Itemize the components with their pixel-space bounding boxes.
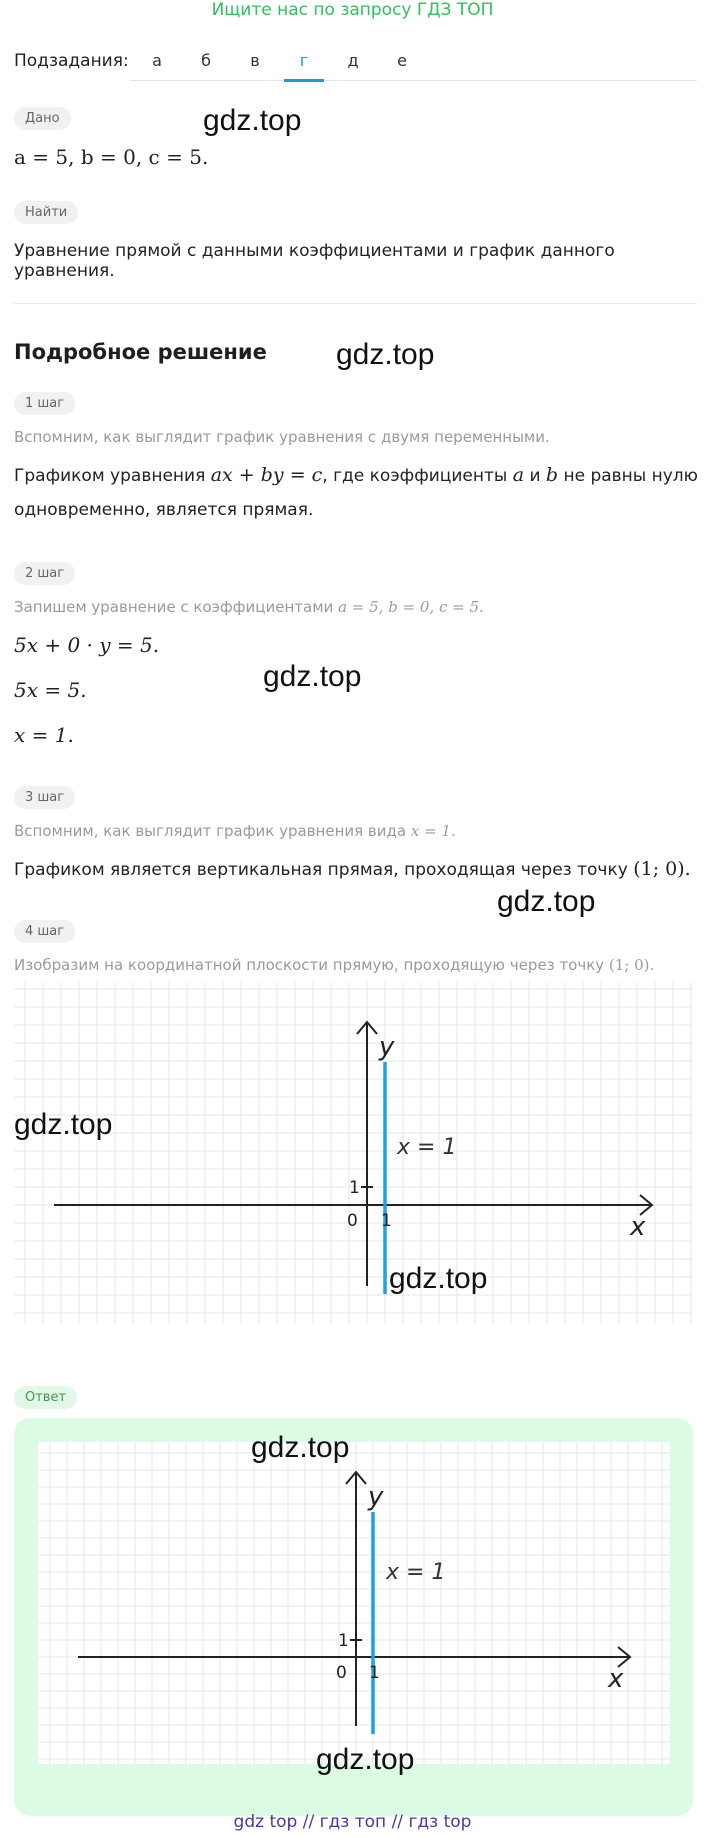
step-1-text-c: и	[524, 466, 546, 486]
y-axis-label: y	[379, 1032, 395, 1062]
step-3-hint-text: Вспомним, как выглядит график уравнения вида	[14, 822, 411, 840]
watermark: gdz.top	[336, 338, 435, 371]
step-1-text-d: не равны нулю	[558, 466, 698, 486]
footer-links	[0, 1812, 705, 1832]
given-formula: a = 5, b = 0, c = 5.	[14, 145, 209, 169]
step-3-hint	[14, 822, 456, 840]
step-2-equation-3: x = 1.	[14, 723, 74, 747]
given-chip: Дано	[14, 107, 71, 130]
tab-v[interactable]: в	[250, 51, 260, 70]
step-1-hint: Вспомним, как выглядит график уравнения с двумя переменными.	[14, 428, 550, 446]
step-3-text-math: (1; 0).	[633, 858, 691, 880]
section-divider	[14, 303, 697, 304]
watermark: gdz.top	[14, 1108, 113, 1141]
origin-label: 0	[347, 1211, 358, 1231]
step-2-hint-math: a = 5, b = 0, c = 5.	[338, 598, 484, 616]
step-3-text	[14, 858, 691, 880]
x-axis-label: x	[608, 1664, 624, 1694]
step-3-chip: 3 шаг	[14, 786, 75, 809]
origin-label: 0	[336, 1663, 347, 1683]
x-tick-label: 1	[369, 1663, 380, 1683]
step-3-text-body: Графиком является вертикальная прямая, проходящая через точку	[14, 860, 634, 880]
tab-a[interactable]: а	[152, 51, 162, 70]
line-label: x = 1	[386, 1560, 446, 1585]
watermark: gdz.top	[251, 1431, 350, 1464]
step-2-equation-1: 5x + 0 · y = 5.	[14, 633, 160, 657]
step-2-equation-2: 5x = 5.	[14, 678, 87, 702]
watermark: gdz.top	[389, 1262, 488, 1295]
tabs-divider	[130, 80, 697, 81]
step-3-hint-math: x = 1.	[410, 822, 456, 840]
answer-coordinate-plane	[38, 1442, 670, 1764]
footer-link-3[interactable]: гдз top	[408, 1812, 472, 1832]
x-axis-label: x	[630, 1212, 646, 1242]
watermark: gdz.top	[316, 1743, 415, 1776]
solution-graph	[14, 982, 692, 1324]
step-1-math-a: a	[512, 464, 525, 486]
find-chip: Найти	[14, 201, 78, 224]
x-tick-label: 1	[381, 1211, 392, 1231]
step-2-chip: 2 шаг	[14, 562, 75, 585]
step-4-hint	[14, 956, 654, 974]
step-1-text-b: , где коэффициенты	[322, 466, 513, 486]
active-tab-indicator	[284, 79, 324, 82]
step-1-math-equation: ax + by = c	[210, 464, 323, 486]
step-2-hint-text: Запишем уравнение с коэффициентами	[14, 598, 339, 616]
step-4-hint-text: Изобразим на координатной плоскости прямую, проходящую через точку	[14, 956, 609, 974]
footer-link-1[interactable]: gdz top	[233, 1812, 298, 1832]
subtasks-label: Подзадания:	[14, 51, 129, 71]
tab-d[interactable]: д	[347, 51, 359, 70]
step-1-chip: 1 шаг	[14, 392, 75, 415]
watermark: gdz.top	[203, 104, 302, 137]
watermark: gdz.top	[263, 660, 362, 693]
tab-e[interactable]: е	[397, 51, 407, 70]
step-1-math-b: b	[545, 464, 559, 486]
line-label: x = 1	[397, 1135, 457, 1160]
step-1-line-2: одновременно, является прямая.	[14, 500, 314, 520]
find-text: Уравнение прямой с данными коэффициентами и график данного уравнения.	[14, 241, 615, 281]
step-2-hint	[14, 598, 484, 616]
y-tick-label: 1	[338, 1631, 349, 1651]
answer-chip: Ответ	[14, 1386, 77, 1409]
coordinate-plane	[14, 982, 692, 1324]
footer-separator: //	[391, 1812, 404, 1832]
step-4-hint-math: (1; 0).	[608, 956, 655, 974]
answer-graph	[38, 1442, 670, 1764]
step-4-chip: 4 шаг	[14, 920, 75, 943]
step-1-text-a: Графиком уравнения	[14, 466, 211, 486]
tab-g[interactable]: г	[299, 51, 309, 70]
solution-title: Подробное решение	[14, 340, 267, 364]
search-banner: Ищите нас по запросу ГДЗ ТОП	[211, 0, 494, 20]
footer-link-2[interactable]: гдз топ	[319, 1812, 387, 1832]
y-tick-label: 1	[349, 1178, 360, 1198]
tab-b[interactable]: б	[201, 51, 211, 70]
footer-separator: //	[302, 1812, 315, 1832]
watermark: gdz.top	[497, 885, 596, 918]
step-1-line-1	[14, 464, 698, 486]
y-axis-label: y	[368, 1482, 384, 1512]
